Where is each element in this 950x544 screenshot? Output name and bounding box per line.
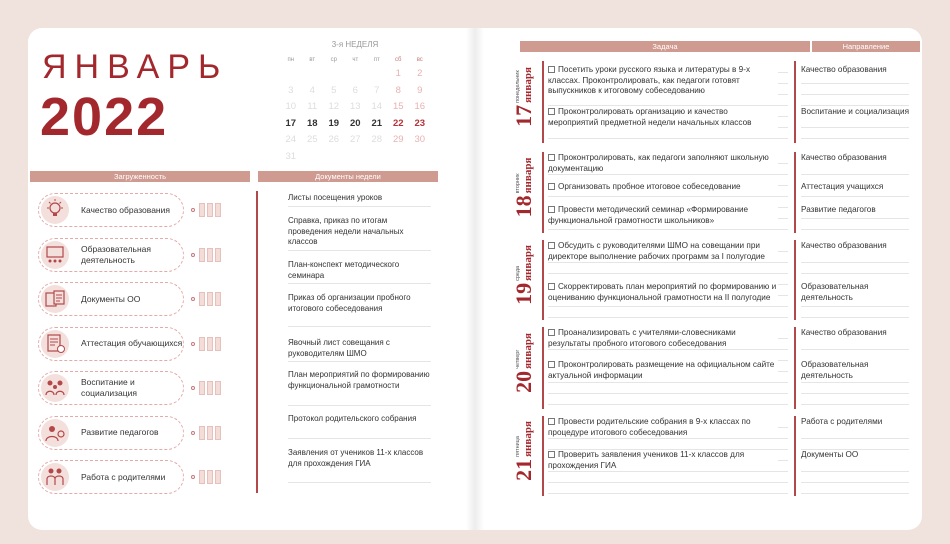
weekday-label: пн bbox=[287, 57, 295, 63]
task-checkbox[interactable] bbox=[548, 283, 555, 290]
day-label bbox=[511, 236, 536, 314]
task-direction: Качество образования bbox=[801, 65, 909, 76]
calendar-day[interactable]: 19 bbox=[328, 117, 340, 129]
task-direction: Качество образования bbox=[801, 328, 909, 339]
calendar-day[interactable] bbox=[366, 66, 388, 83]
calendar-day[interactable] bbox=[345, 149, 367, 166]
day-divider bbox=[542, 61, 544, 143]
calendar-day[interactable]: 27 bbox=[349, 134, 361, 145]
calendar-day[interactable]: 16 bbox=[414, 101, 426, 112]
category-pill bbox=[38, 416, 184, 450]
category-connector-dot bbox=[191, 431, 195, 435]
task-checkbox[interactable] bbox=[548, 418, 555, 425]
task-direction: Качество образования bbox=[801, 241, 909, 252]
category-label: Качество образования bbox=[81, 204, 170, 215]
task-rule bbox=[548, 105, 788, 106]
teacher-gear-icon bbox=[41, 419, 69, 447]
day-divider bbox=[542, 416, 544, 496]
task-item bbox=[548, 241, 778, 262]
task-rule bbox=[548, 349, 788, 350]
calendar-day[interactable]: 9 bbox=[417, 84, 423, 96]
load-checkbox[interactable] bbox=[215, 203, 221, 217]
category-pill bbox=[38, 193, 184, 227]
direction-rule bbox=[801, 174, 909, 175]
task-direction: Развитие педагогов bbox=[801, 205, 909, 216]
direction-rule bbox=[801, 94, 909, 95]
load-checkbox[interactable] bbox=[215, 292, 221, 306]
load-checkboxes[interactable] bbox=[199, 248, 221, 262]
document-item: Приказ об организации пробного итогового собеседования bbox=[288, 293, 411, 313]
category-connector-dot bbox=[191, 342, 195, 346]
day-month: января bbox=[522, 421, 534, 457]
task-rule bbox=[548, 493, 788, 494]
weekday-label: пт bbox=[373, 57, 380, 63]
task-rule bbox=[548, 174, 788, 175]
task-rule bbox=[548, 393, 788, 394]
direction-rule bbox=[801, 138, 909, 139]
calendar-day[interactable]: 17 bbox=[285, 117, 297, 129]
day-divider bbox=[542, 240, 544, 320]
category-connector-dot bbox=[191, 208, 195, 212]
direction-divider bbox=[794, 416, 796, 496]
direction-rule bbox=[801, 493, 909, 494]
load-checkboxes[interactable] bbox=[199, 470, 221, 484]
day-name-stack bbox=[515, 245, 534, 281]
lightbulb-icon bbox=[41, 196, 69, 224]
calendar-day[interactable]: 30 bbox=[414, 134, 426, 145]
calendar-day[interactable]: 18 bbox=[306, 117, 318, 129]
calendar-day[interactable] bbox=[345, 66, 367, 83]
task-item bbox=[548, 328, 778, 349]
document-rule bbox=[288, 361, 431, 362]
category-pill bbox=[38, 327, 184, 361]
presentation-icon bbox=[41, 241, 69, 269]
day-weekday: среда bbox=[515, 265, 521, 281]
weekday-label: вт bbox=[309, 57, 316, 63]
day-label bbox=[511, 412, 536, 490]
document-item: Явочный лист совещания с руководителям ШМО bbox=[288, 338, 390, 358]
day-name-stack bbox=[515, 421, 534, 457]
task-checkbox[interactable] bbox=[548, 108, 555, 115]
category-connector-dot bbox=[191, 297, 195, 301]
calendar-week bbox=[280, 132, 431, 149]
task-item bbox=[548, 417, 778, 438]
document-rule bbox=[288, 250, 431, 251]
category-pill bbox=[38, 371, 184, 405]
task-rule bbox=[548, 404, 788, 405]
direction-rule bbox=[801, 218, 909, 219]
document-item: План-конспект методического семинара bbox=[288, 260, 400, 280]
calendar-day[interactable]: 11 bbox=[307, 101, 318, 112]
calendar-week bbox=[280, 83, 431, 100]
task-checkbox[interactable] bbox=[548, 329, 555, 336]
load-checkbox[interactable] bbox=[199, 292, 205, 306]
task-rule bbox=[548, 471, 788, 472]
direction-rule bbox=[801, 105, 909, 106]
load-checkbox[interactable] bbox=[215, 470, 221, 484]
month-title: ЯНВАРЬ bbox=[42, 48, 229, 86]
task-text: Проверить заявления учеников 11-х классов для прохождения ГИА bbox=[548, 450, 745, 470]
task-rule bbox=[548, 196, 788, 197]
task-checkbox[interactable] bbox=[548, 66, 555, 73]
task-text: Проконтролировать организацию и качество мероприятий предметной недели начальных классов bbox=[548, 107, 752, 127]
day-weekday: пятница bbox=[515, 436, 521, 457]
direction-divider bbox=[794, 327, 796, 409]
calendar-day[interactable] bbox=[409, 149, 431, 166]
day-name-stack bbox=[515, 333, 534, 369]
calendar-day[interactable]: 24 bbox=[285, 134, 297, 145]
task-text: Провести методический семинар «Формирование функциональной грамотности школьников» bbox=[548, 205, 749, 225]
direction-rule bbox=[801, 471, 909, 472]
day-number: 18 bbox=[511, 195, 536, 218]
load-checkbox[interactable] bbox=[207, 381, 213, 395]
calendar-day[interactable]: 28 bbox=[371, 134, 383, 145]
calendar-day[interactable]: 4 bbox=[309, 84, 315, 96]
task-rule bbox=[548, 229, 788, 230]
task-rule bbox=[548, 262, 788, 263]
task-direction: Аттестация учащихся bbox=[801, 182, 909, 193]
load-checkbox[interactable] bbox=[207, 292, 213, 306]
document-rule bbox=[288, 405, 431, 406]
calendar-day[interactable] bbox=[323, 66, 345, 83]
document-rule bbox=[288, 283, 431, 284]
document-item: План мероприятий по формированию функциональной грамотности bbox=[288, 370, 430, 390]
left-divider bbox=[256, 191, 258, 493]
calendar-day[interactable]: 6 bbox=[352, 84, 358, 96]
task-checkbox[interactable] bbox=[548, 451, 555, 458]
load-checkbox[interactable] bbox=[207, 470, 213, 484]
load-checkbox[interactable] bbox=[199, 203, 205, 217]
calendar-day[interactable]: 12 bbox=[328, 101, 340, 112]
day-weekday: вторник bbox=[515, 173, 521, 194]
direction-divider bbox=[794, 61, 796, 143]
load-checkboxes[interactable] bbox=[199, 203, 221, 217]
category-label: Работа с родителями bbox=[81, 471, 166, 482]
family-icon bbox=[41, 374, 69, 402]
day-month: января bbox=[522, 333, 534, 369]
load-checkbox[interactable] bbox=[207, 248, 213, 262]
calendar-day[interactable]: 10 bbox=[285, 101, 297, 112]
direction-rule bbox=[801, 393, 909, 394]
weekday-label: ср bbox=[330, 57, 337, 63]
calendar-day[interactable]: 21 bbox=[371, 117, 383, 129]
year-title: 2022 bbox=[40, 87, 169, 147]
day-number: 21 bbox=[511, 458, 536, 481]
task-checkbox[interactable] bbox=[548, 361, 555, 368]
day-month: января bbox=[522, 245, 534, 281]
load-checkbox[interactable] bbox=[215, 381, 221, 395]
calendar-day[interactable]: 3 bbox=[288, 84, 294, 96]
calendar-day[interactable]: 29 bbox=[392, 134, 404, 145]
day-weekday: четверг bbox=[515, 349, 521, 369]
direction-rule bbox=[801, 196, 909, 197]
task-text: Организовать пробное итоговое собеседование bbox=[558, 182, 741, 191]
day-label bbox=[511, 323, 536, 403]
load-checkbox[interactable] bbox=[215, 248, 221, 262]
direction-rule bbox=[801, 127, 909, 128]
day-name-stack bbox=[515, 67, 534, 103]
load-checkbox[interactable] bbox=[199, 426, 205, 440]
calendar-week bbox=[280, 116, 431, 133]
load-checkbox[interactable] bbox=[215, 426, 221, 440]
direction-rule bbox=[801, 349, 909, 350]
task-header: Задача bbox=[520, 41, 810, 52]
calendar-day[interactable] bbox=[323, 149, 345, 166]
calendar-day[interactable]: 25 bbox=[306, 134, 318, 145]
calendar-day[interactable] bbox=[366, 149, 388, 166]
category-connector-dot bbox=[191, 253, 195, 257]
load-checkboxes[interactable] bbox=[199, 292, 221, 306]
direction-rule bbox=[801, 382, 909, 383]
direction-rule bbox=[801, 482, 909, 483]
day-weekday: понедельник bbox=[515, 70, 521, 103]
calendar-day[interactable]: 5 bbox=[331, 84, 337, 96]
load-checkbox[interactable] bbox=[207, 203, 213, 217]
direction-rule bbox=[801, 317, 909, 318]
task-item bbox=[548, 450, 778, 471]
calendar-day[interactable]: 13 bbox=[349, 101, 361, 112]
document-rule bbox=[288, 326, 431, 327]
day-number: 17 bbox=[511, 104, 536, 127]
calendar-day[interactable]: 2 bbox=[417, 68, 423, 79]
task-rule bbox=[548, 438, 788, 439]
document-rule bbox=[288, 482, 431, 483]
load-checkbox[interactable] bbox=[199, 248, 205, 262]
task-text: Посетить уроки русского языка и литературы в 9-х классах. Проконтролировать, как педагоги готовят выпускников к итоговому собеседованию bbox=[548, 65, 751, 95]
day-month: января bbox=[522, 67, 534, 103]
category-label: Развитие педагогов bbox=[81, 427, 159, 437]
day-number: 20 bbox=[511, 370, 536, 393]
load-checkbox[interactable] bbox=[207, 426, 213, 440]
weekday-label: чт bbox=[352, 57, 359, 63]
load-checkboxes[interactable] bbox=[199, 381, 221, 395]
task-checkbox[interactable] bbox=[548, 242, 555, 249]
parents-icon bbox=[41, 463, 69, 491]
calendar-day[interactable]: 26 bbox=[328, 134, 340, 145]
category-label: Воспитание и социализация bbox=[81, 377, 137, 398]
load-checkboxes[interactable] bbox=[199, 426, 221, 440]
task-rule bbox=[548, 482, 788, 483]
category-label: Образовательная деятельность bbox=[81, 243, 151, 265]
calendar-week bbox=[280, 66, 431, 83]
document-item: Заявления от учеников 11-х классов для прохождения ГИА bbox=[288, 448, 424, 468]
calendar-day[interactable]: 1 bbox=[395, 68, 401, 79]
load-checkbox[interactable] bbox=[215, 337, 221, 351]
calendar-day[interactable]: 15 bbox=[392, 101, 404, 112]
weekday-label: вс bbox=[416, 57, 423, 63]
calendar-week bbox=[280, 149, 431, 166]
task-item bbox=[548, 153, 778, 174]
calendar-day[interactable]: 8 bbox=[395, 84, 401, 96]
task-rule bbox=[548, 273, 788, 274]
task-text: Проконтролировать размещение на официальном сайте актуальной информации bbox=[548, 360, 775, 380]
task-rule bbox=[548, 317, 788, 318]
task-direction: Воспитание и социализация bbox=[801, 107, 910, 116]
calendar-day[interactable]: 20 bbox=[349, 117, 361, 129]
task-text: Проанализировать с учителями-словесниками результаты пробного итогового собеседования bbox=[548, 328, 736, 348]
day-name-stack bbox=[515, 158, 534, 194]
calendar-day[interactable]: 7 bbox=[374, 84, 380, 96]
calendar-week bbox=[280, 99, 431, 116]
day-label bbox=[511, 148, 536, 227]
task-item bbox=[548, 360, 778, 381]
load-checkboxes[interactable] bbox=[199, 337, 221, 351]
day-divider bbox=[542, 152, 544, 233]
document-rule bbox=[288, 438, 431, 439]
task-checkbox[interactable] bbox=[548, 183, 555, 190]
load-header: Загруженность bbox=[30, 171, 250, 182]
task-direction: Документы ОО bbox=[801, 450, 909, 461]
category-label: Документы ОО bbox=[81, 293, 141, 304]
week-label: 3-я НЕДЕЛЯ bbox=[331, 40, 379, 49]
load-checkbox[interactable] bbox=[207, 337, 213, 351]
document-item: Справка, приказ по итогам проведения недели начальных классов bbox=[288, 216, 404, 246]
task-text: Проконтролировать, как педагоги заполняют школьную документацию bbox=[548, 153, 769, 173]
direction-header: Направление bbox=[812, 41, 920, 52]
calendar-day[interactable]: 31 bbox=[285, 150, 297, 162]
task-item bbox=[548, 282, 778, 303]
direction-rule bbox=[801, 438, 909, 439]
task-text: Скорректировать план мероприятий по формированию и оцениванию функциональной грамотности на II полугодие bbox=[548, 282, 777, 302]
task-rule bbox=[548, 382, 788, 383]
documents-icon bbox=[41, 285, 69, 313]
day-number: 19 bbox=[511, 282, 536, 305]
task-direction: Работа с родителями bbox=[801, 417, 909, 428]
task-checkbox[interactable] bbox=[548, 206, 555, 213]
day-divider bbox=[542, 327, 544, 409]
load-checkbox[interactable] bbox=[199, 337, 205, 351]
day-label bbox=[511, 57, 536, 137]
load-checkbox[interactable] bbox=[199, 381, 205, 395]
book-spine bbox=[466, 28, 484, 530]
direction-divider bbox=[794, 152, 796, 233]
direction-rule bbox=[801, 83, 909, 84]
direction-divider bbox=[794, 240, 796, 320]
task-direction: Качество образования bbox=[801, 153, 909, 164]
document-rule bbox=[288, 206, 431, 207]
task-text: Провести родительские собрания в 9-х классах по процедуре итогового собеседования bbox=[548, 417, 751, 437]
calendar-day[interactable] bbox=[302, 66, 324, 83]
mini-calendar bbox=[280, 54, 431, 165]
task-rule bbox=[548, 306, 788, 307]
category-pill bbox=[38, 282, 184, 316]
category-connector-dot bbox=[191, 475, 195, 479]
direction-rule bbox=[801, 404, 909, 405]
task-direction: Образовательная деятельность bbox=[801, 360, 909, 381]
task-item bbox=[548, 107, 778, 128]
task-item bbox=[548, 65, 778, 97]
direction-rule bbox=[801, 273, 909, 274]
direction-rule bbox=[801, 262, 909, 263]
calendar-day[interactable] bbox=[302, 149, 324, 166]
task-checkbox[interactable] bbox=[548, 154, 555, 161]
weekday-label: сб bbox=[395, 57, 402, 63]
category-connector-dot bbox=[191, 386, 195, 390]
task-item bbox=[548, 205, 778, 226]
category-label: Аттестация обучающихся bbox=[81, 338, 183, 348]
calendar-day[interactable]: 23 bbox=[414, 117, 426, 129]
document-item: Протокол родительского собрания bbox=[288, 414, 417, 423]
task-item bbox=[548, 182, 778, 193]
documents-header: Документы недели bbox=[258, 171, 438, 182]
calendar-day[interactable]: 14 bbox=[371, 101, 383, 112]
load-checkbox[interactable] bbox=[199, 470, 205, 484]
document-item: Листы посещения уроков bbox=[288, 193, 383, 202]
category-pill bbox=[38, 238, 184, 272]
checklist-icon bbox=[41, 330, 69, 358]
calendar-day[interactable]: 22 bbox=[392, 117, 404, 129]
task-direction: Образовательная деятельность bbox=[801, 282, 909, 303]
category-pill bbox=[38, 460, 184, 494]
direction-rule bbox=[801, 229, 909, 230]
task-rule bbox=[548, 138, 788, 139]
task-text: Обсудить с руководителями ШМО на совещании при директоре выполнение рабочих программ за I полугодие bbox=[548, 241, 765, 261]
calendar-day[interactable] bbox=[280, 66, 302, 83]
direction-rule bbox=[801, 306, 909, 307]
day-month: января bbox=[522, 157, 534, 194]
calendar-day[interactable] bbox=[388, 149, 410, 166]
